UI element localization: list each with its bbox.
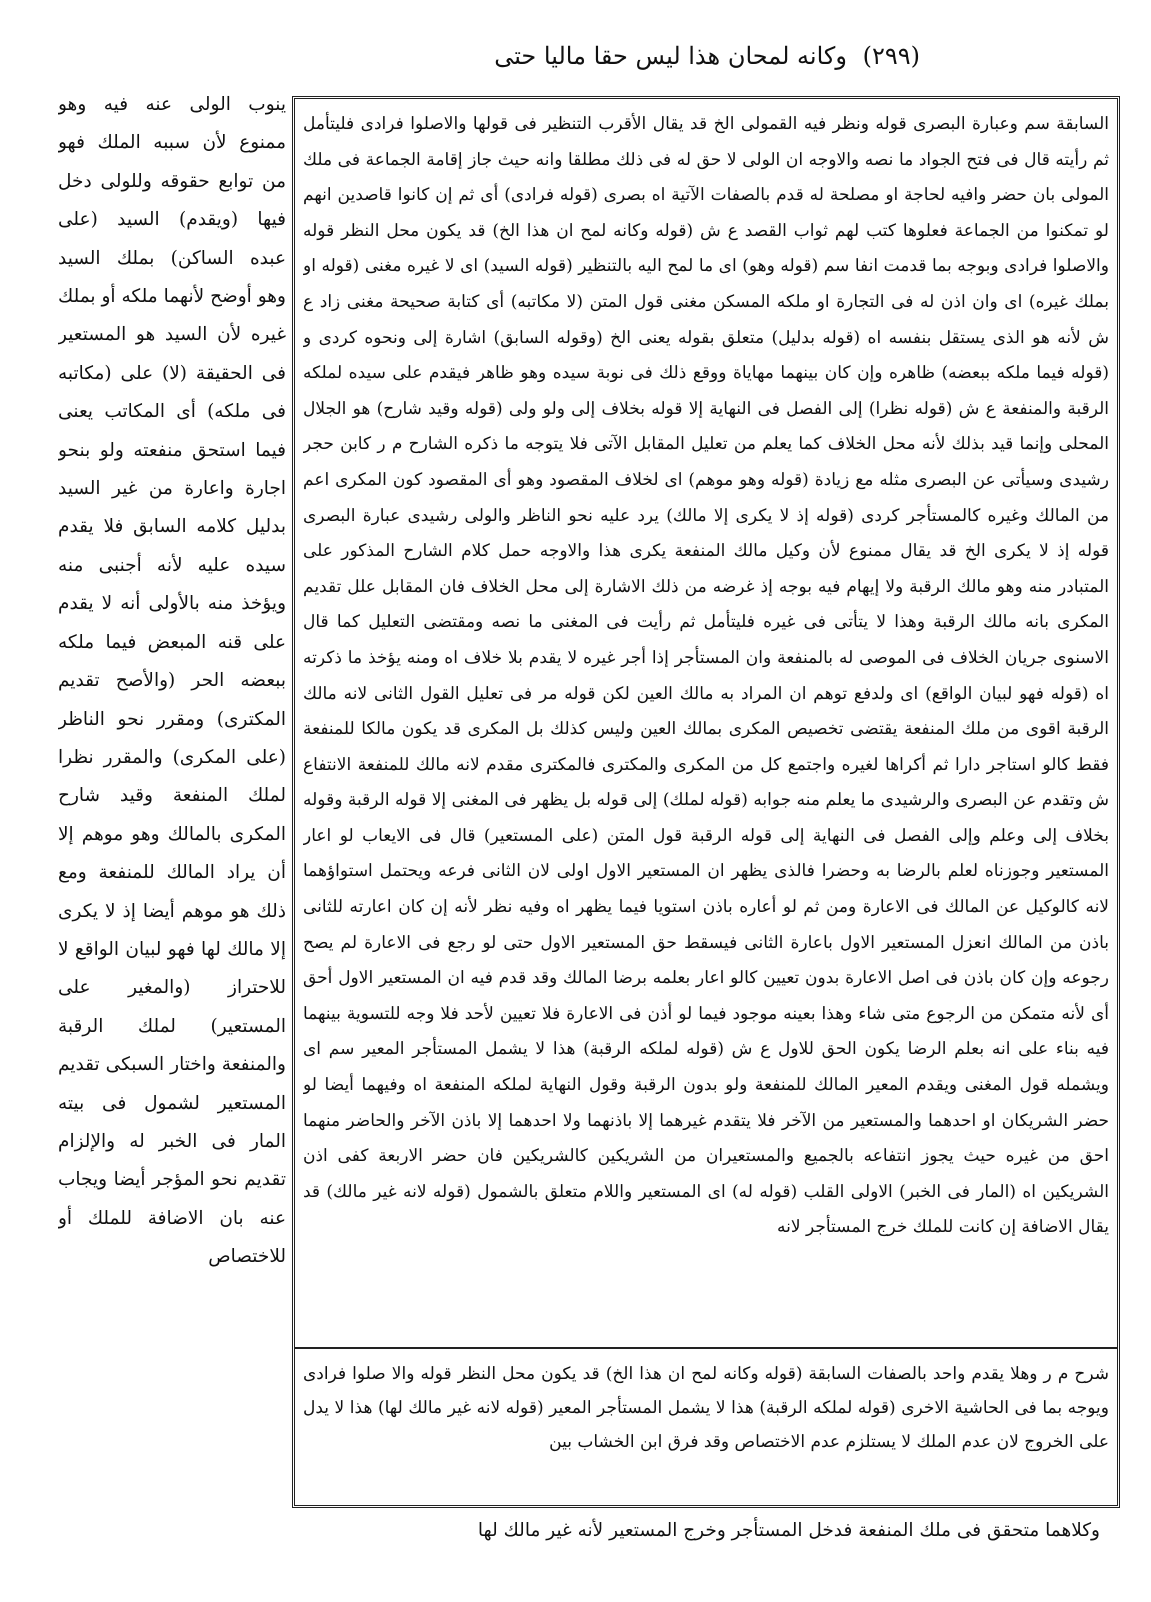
side-column-text: ينوب الولى عنه فيه وهو ممنوع لأن سببه الملك فهو من توابع حقوقه وللولى دخل فيها (ويقدم) السيد (على عبده الساكن) بملك السيد وهو أوضح لأنهما ملكه أو بملك غيره لأن السيد هو المستعير فى الحقيقة (لا) على (مكاتبه فى ملكه) أى المكاتب يعنى فيما استحق منفعته ولو بنحو اجارة واعارة من غير السيد بدليل كلامه السابق فلا يقدم سيده عليه لأنه أجنبى منه ويؤخذ منه بالأولى أنه لا يقدم على قنه المبعض فيما ملكه ببعضه الحر (والأصح تقديم المكترى) ومقرر نحو الناظر (على المكرى) والمقرر نظرا لملك المنفعة وقيد شارح المكرى بالمالك وهو موهم إلا أن يراد المالك للمنفعة ومع ذلك هو موهم أيضا إذ لا يكرى إلا مالك لها فهو لبيان الواقع لا للاحتراز (والمغير على المستعير) لملك الرقبة والمنفعة واختار السبكى تقديم المستعير لشمول فى بيته المار فى الخبر له والإلزام تقديم نحو المؤجر أيضا ويجاب عنه بان الاضافة للملك أو للاختصاص	[58, 94, 286, 1268]
section-divider	[295, 1347, 1117, 1349]
page-number: (٢٩٩)	[862, 42, 920, 70]
main-commentary-text: السابقة سم وعبارة البصرى قوله ونظر فيه القمولى الخ قد يقال الأقرب التنظير فى قولها والاصلوا فرادى فليتأمل ثم رأيته قال فى فتح الجواد ما نصه والاوجه ان الولى لا حق له فى ذلك مطلقا وانه حيث جاز إقامة الجماعة فى ملك المولى بان حضر وافيه لحاجة او مصلحة له قدم بالصفات الآتية اه بصرى (قوله فرادى) أى ثم إن كانوا قاصدين انهم لو تمكنوا من الجماعة فعلوها كتب لهم ثواب القصد ع ش (قوله وكانه لمح ان هذا الخ) قد يكون محل النظر قوله والاصلوا فرادى وبوجه بما قدمت انفا سم (قوله وهو) اى ما لمح اليه بالتنظير (قوله السيد) اى لا غيره مغنى (قوله او بملك غيره) اى وان اذن له فى التجارة او ملكه المسكن مغنى قول المتن (لا مكاتبه) أى كتابة صحيحة مغنى زاد ع ش لأنه هو الذى يستقل بنفسه اه (قوله بدليل) متعلق بقوله يعنى الخ (وقوله السابق) اشارة إلى ونحوه كردى و (قوله فيما ملكه ببعضه) ظاهره وإن كان بينهما مهاياة ووقع ذلك فى نوبة سيده وهو ظاهر فيقدم على سيده لملكه الرقبة والمنفعة ع ش (قوله نظرا) إلى الفصل فى النهاية إلا قوله بخلاف إلى ولو ولى (قوله وقيد شارح) هو الجلال المحلى وإنما قيد بذلك لأنه محل الخلاف كما يعلم من تعليل المقابل الآتى فلا يتوجه ما ذكره الشارح م ر كابن حجر رشيدى وسيأتى عن البصرى مثله مع زيادة (قوله وهو موهم) اى لخلاف المقصود وهو أى المقصود كون المكرى اعم من المالك وغيره كالمستأجر كردى (قوله إذ لا يكرى إلا مالك) يرد عليه نحو الناظر والولى رشيدى عبارة البصرى قوله إذ لا يكرى الخ قد يقال ممنوع لأن وكيل مالك المنفعة يكرى هذا والاوجه حمل كلام الشارح المذكور على المتبادر منه وهو مالك الرقبة ولا إيهام فيه بوجه إذ غرضه من ذلك الاشارة إلى محل الخلاف فان المقابل علل تقديم المكرى بانه مالك الرقبة وهذا لا يتأتى فى غيره فليتأمل ثم رأيت فى المغنى ما نصه ومقتضى التعليل كما قال الاسنوى جريان الخلاف فى الموصى له بالمنفعة وان المستأجر إذا أجر غيره لا يقدم بلا خلاف اه ومنه يؤخذ ما ذكرته اه (قوله فهو لبيان الواقع) اى ولدفع توهم ان المراد به مالك العين لكن قوله مر فى تعليل القول الثانى لانه مالك الرقبة اقوى من ملك المنفعة يقتضى تخصيص المكرى بمالك العين وليس كذلك بل المكرى قد يكون مالكا للمنفعة فقط كالو استاجر دارا ثم أكراها لغيره واجتمع كل من المكرى والمكترى فالمكترى مقدم لانه مالك للمنفعة الانتفاع ش وتقدم عن البصرى والرشيدى ما يعلم منه جوابه (قوله لملك) إلى قوله بل يظهر فى المغنى إلا قوله الرقبة وقوله بخلاف إلى وعلم وإلى الفصل فى النهاية إلى قوله الرقبة قول المتن (على المستعير) قال فى الايعاب لو اعار المستعير وجوزناه لعلم بالرضا به وحضرا فالذى يظهر ان المستعير الاول اولى لان الثانى فرعه ويحتمل استواؤهما لانه كالوكيل عن المالك فى الاعارة ومن ثم لو أعاره باذن استويا فيما يظهر اه وفيه نظر لأنه إن كان اعارته للثانى باذن من المالك انعزل المستعير الاول باعارة الثانى فيسقط حق المستعير الاول حتى لو رجع فى الاعارة لم يصح رجوعه وإن كان باذن فى اصل الاعارة بدون تعيين كالو اعار بعلمه برضا المالك وقد قدم فيه ان المستعير الاول أحق أى لأنه متمكن من الرجوع متى شاء وهذا بعينه موجود فيما لو أذن فى الاعارة فلا تعيين لأحد فلا وجه للتسوية بينهما فيه بناء على انه بعلم الرضا يكون الحق للاول ع ش (قوله لملكه الرقبة) هذا لا يشمل المستأجر المعير سم اى ويشمله قول المغنى ويقدم المعير المالك للمنفعة ولو بدون الرقبة وقول النهاية لملكه المنفعة اه وفيهما أيضا لو حضر الشريكان او احدهما والمستعير من الآخر فلا يتقدم غيرهما إلا باذنهما ولا احدهما إلا باذن الآخر والحاضر منهما احق من غيره حيث يجوز انتفاعه بالجميع والمستعيران من الشريكين كالشريكين فان حضر الاربعة كفى اذن الشريكين اه (المار فى الخبر) الاولى القلب (قوله له) اى المستعير واللام متعلق بالشمول (قوله لانه غير مالك) قد يقال الاضافة إن كانت للملك خرج المستأجر لانه	[303, 114, 1109, 1238]
footer-line: وكلاهما متحقق فى ملك المنفعة فدخل المستأجر وخرج المستعير لأنه غير مالك لها	[477, 1520, 1100, 1541]
lower-commentary-text: شرح م ر وهلا يقدم واحد بالصفات السابقة (قوله وكانه لمح ان هذا الخ) قد يكون محل النظر قوله والا صلوا فرادى ويوجه بما فى الحاشية الاخرى (قوله لملكه الرقبة) هذا لا يشمل المستأجر المعير (قوله لانه غير مالك لها) هذا لا يدل على الخروج لان عدم الملك لا يستلزم عدم الاختصاص وقد فرق ابن الخشاب بين	[303, 1364, 1109, 1452]
page-footer	[60, 1512, 1100, 1592]
page-header	[60, 36, 920, 76]
commentary-frame	[292, 96, 1120, 1508]
header-catchword: وكانه لمحان هذا ليس حقا ماليا حتى	[494, 42, 847, 70]
